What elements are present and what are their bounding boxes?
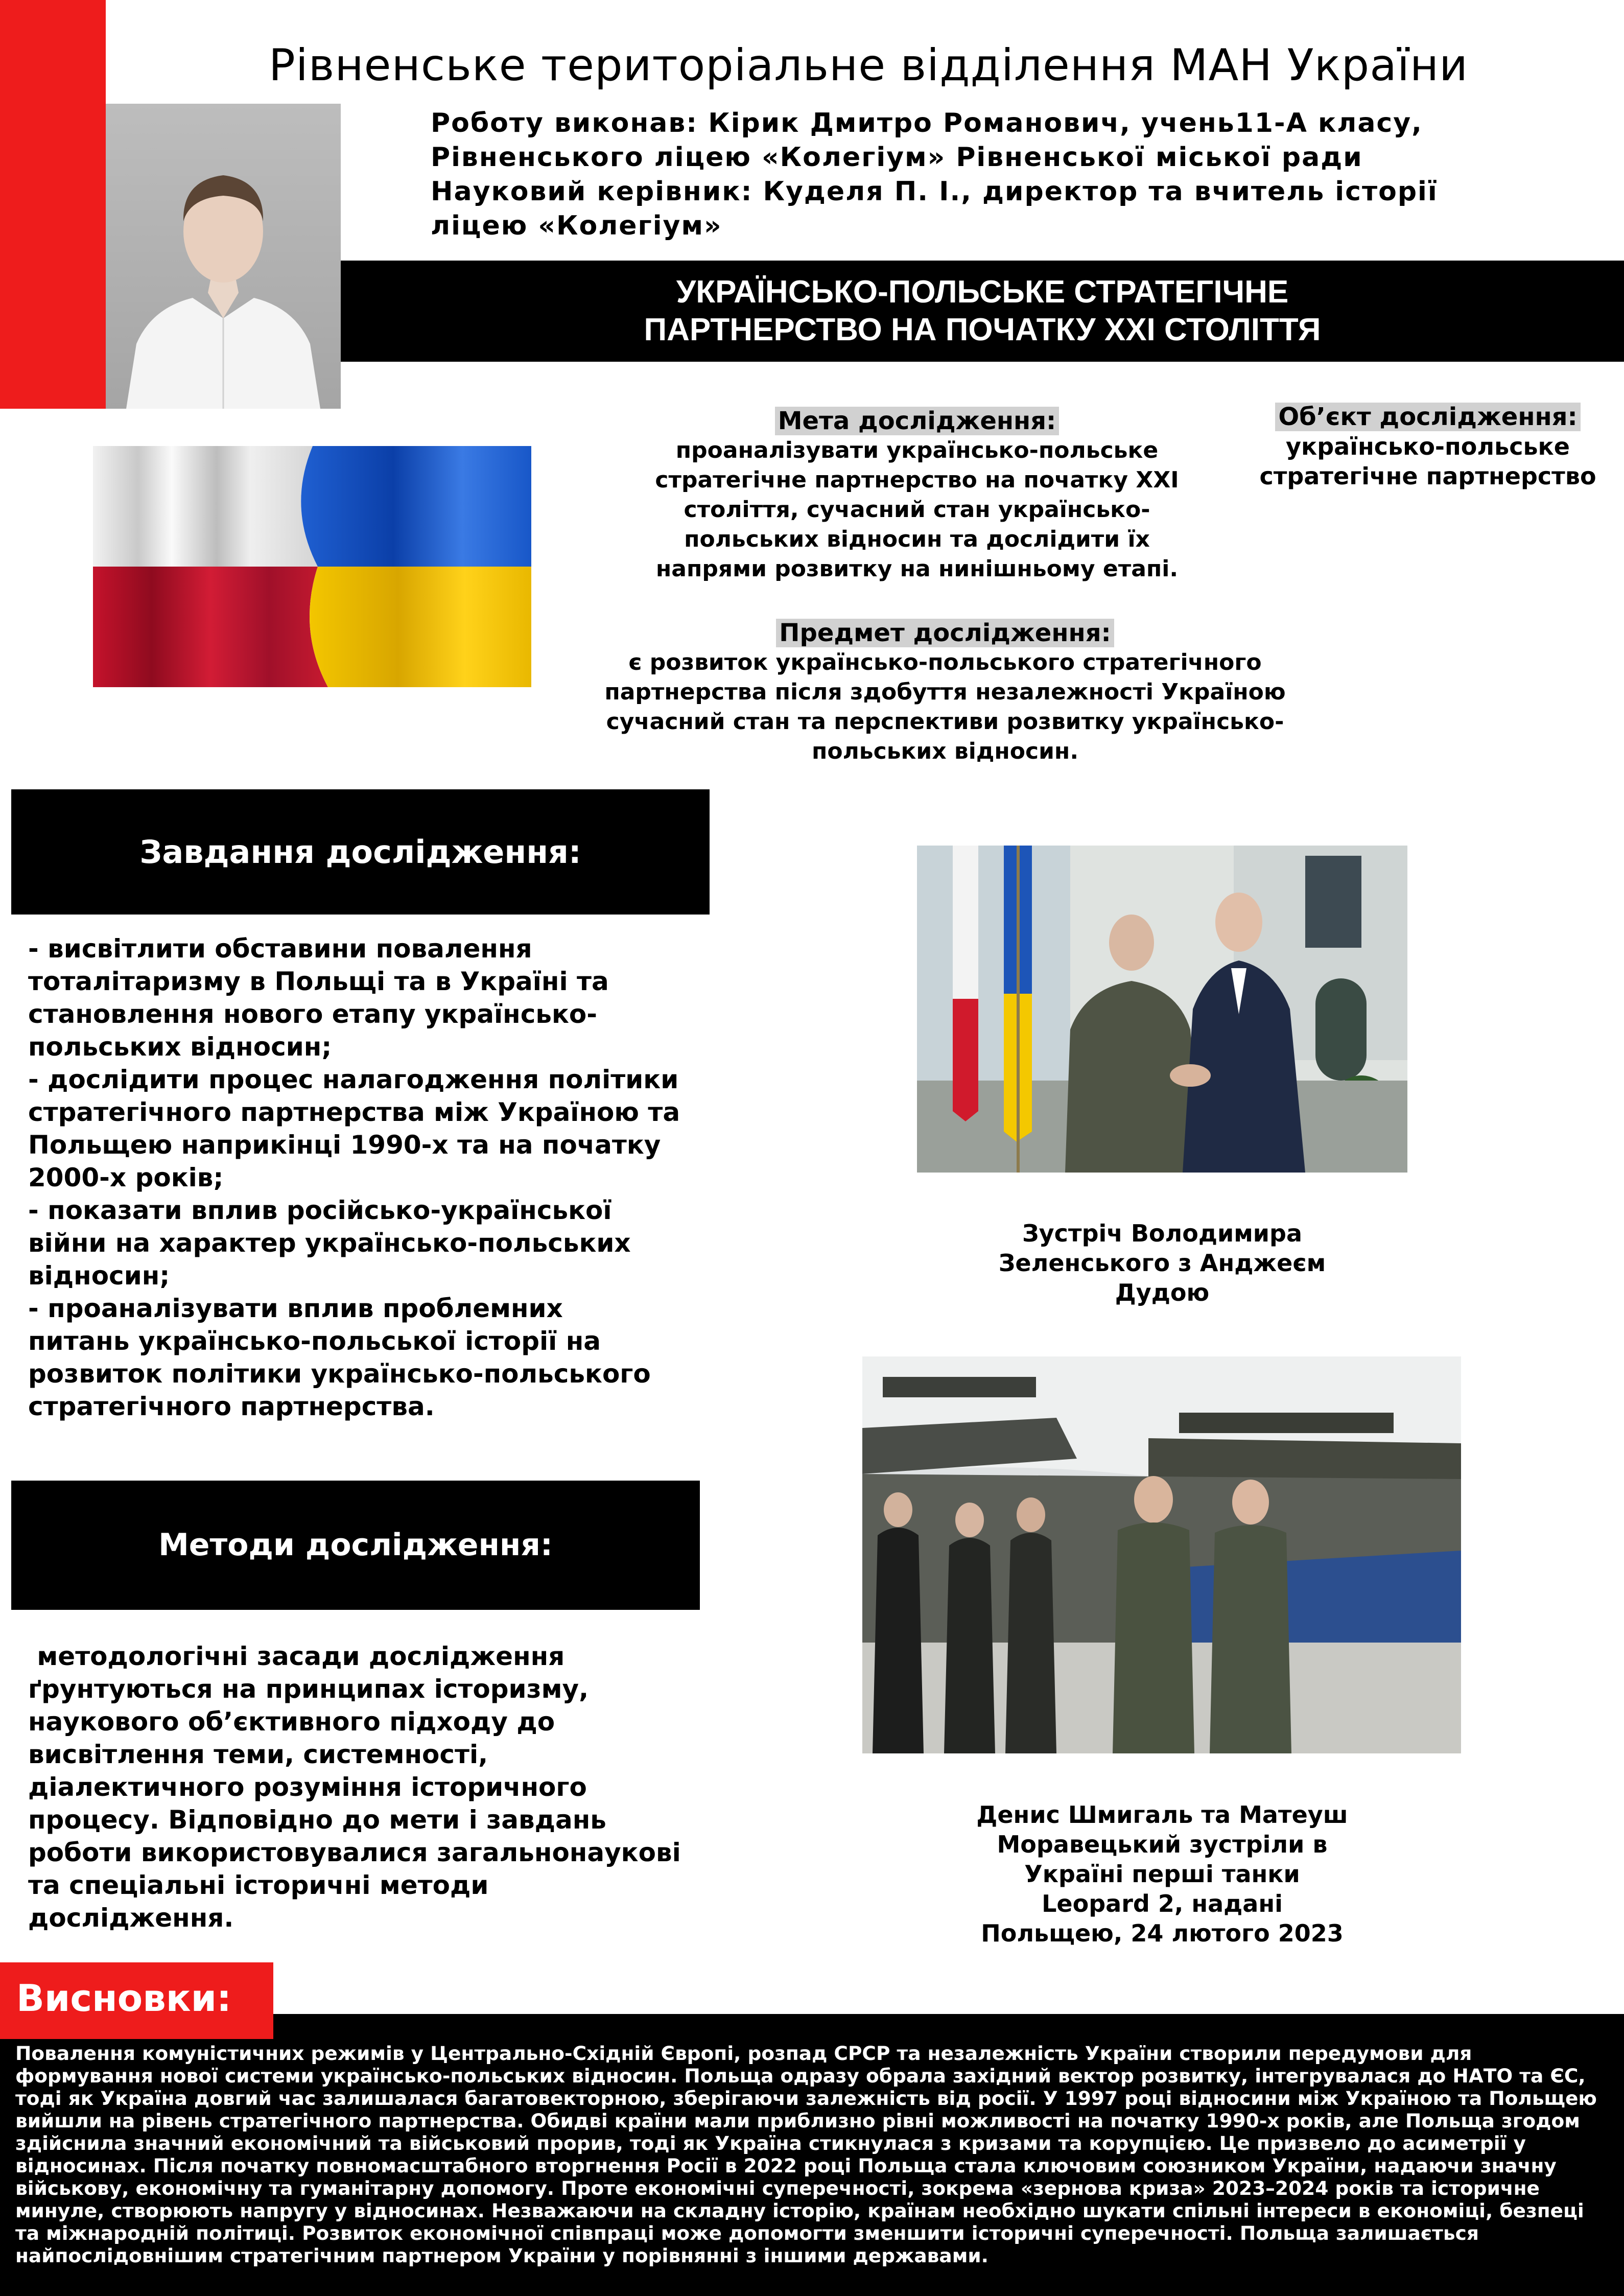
conclusion-line: минуле, створюють напругу у відносинах. Незважаючи на складну історію, країнам необхідно шукати спільні інтереси в економіці, безпеці — [15, 2199, 1584, 2222]
photo2-caption — [950, 1800, 1374, 1948]
conclusion-line: здійснила значний економічний та військовий прорив, тоді як Україна стикнулася з кризами та корупцією. Це призвело до асиметрії у — [15, 2132, 1526, 2154]
poster-title-line: ПАРТНЕРСТВО НА ПОЧАТКУ XXI СТОЛІТТЯ — [644, 312, 1321, 347]
photo1-caption — [950, 1219, 1374, 1307]
caption-line: Зустріч Володимира — [1022, 1220, 1303, 1247]
research-goal-label: Мета дослідження: — [775, 407, 1059, 435]
methods-line: наукового об’єктивного підходу до — [28, 1707, 555, 1737]
task-line: відносин; — [28, 1261, 170, 1291]
task-line: війни на характер українсько-польських — [28, 1228, 631, 1258]
supervisor-line: Науковий керівник: Куделя П. І., директор та вчитель історії — [431, 176, 1438, 207]
caption-line: Зеленського з Анджеєм — [998, 1249, 1326, 1277]
poland-ukraine-flag-image — [93, 446, 531, 687]
research-subject-line: польських відносин. — [811, 738, 1079, 764]
tasks-list — [28, 932, 723, 1423]
research-subject-line: партнерства після здобуття незалежності Україною — [604, 679, 1286, 705]
methods-line: ґрунтуються на принципах історизму, — [28, 1674, 589, 1704]
conclusions-heading: Висновки: — [0, 1962, 273, 2039]
task-line: - проаналізувати вплив проблемних — [28, 1294, 563, 1323]
research-subject-label: Предмет дослідження: — [776, 619, 1114, 647]
task-line: тоталітаризму в Польщі та в Україні та — [28, 967, 609, 996]
methods-line: роботи використовувалися загальнонаукові — [28, 1838, 681, 1867]
conclusion-line: формування нової системи українсько-польських відносин. Польща одразу обрала західний вектор розвитку, інтегрувалася до НАТО та ЄС, — [15, 2065, 1586, 2087]
research-object-line: стратегічне партнерство — [1259, 462, 1596, 490]
research-subject-line: є розвиток українсько-польського стратегічного — [628, 649, 1262, 675]
methods-line: висвітлення теми, системності, — [28, 1740, 488, 1769]
research-subject-line: сучасний стан та перспективи розвитку українсько- — [606, 709, 1284, 735]
task-line: польських відносин; — [28, 1032, 332, 1062]
caption-line: Дудою — [1115, 1279, 1210, 1306]
conclusion-line: вийшли на рівень стратегічного партнерства. Обидві країни мали приблизно рівні можливості на початку 1990-х років, але Польща згодом — [15, 2110, 1580, 2132]
author-line: Рівненського ліцею «Колегіум» Рівненської міської ради — [431, 142, 1363, 173]
task-line: становлення нового етапу українсько- — [28, 999, 598, 1029]
task-line: - висвітлити обставини повалення — [28, 934, 532, 964]
research-goal — [603, 406, 1231, 584]
methods-line: дослідження. — [28, 1903, 234, 1933]
caption-line: Денис Шмигаль та Матеуш — [976, 1801, 1348, 1829]
research-goal-line: польських відносин та дослідити їх — [684, 526, 1150, 552]
research-goal-line: стратегічне партнерство на початку XXI — [655, 467, 1179, 493]
methods-text — [28, 1640, 733, 1934]
research-goal-line: проаналізувати українсько-польське — [675, 437, 1159, 463]
conclusion-line: відносинах. Після початку повномасштабного вторгнення Росії в 2022 році Польща стала ключовим союзником України, надаючи значну — [15, 2154, 1557, 2177]
research-object-line: українсько-польське — [1286, 433, 1570, 460]
research-subject — [572, 618, 1318, 766]
conclusion-line: та міжнародній політиці. Розвиток економічної співпраці може допомогти зменшити історичні суперечності. Польща залишається — [15, 2222, 1479, 2244]
conclusion-line: найпослідовнішим стратегічним партнером України у порівнянні з іншими державами. — [15, 2244, 988, 2267]
task-line: - дослідити процес налагодження політики — [28, 1065, 679, 1094]
task-line: Польщею наприкінці 1990-х та на початку — [28, 1130, 661, 1160]
conclusions-box — [0, 2014, 1624, 2296]
conclusion-line: військову, економічну та гуманітарну допомогу. Проте економічні суперечності, зокрема «зернова криза» 2023–2024 років та історичне — [15, 2177, 1540, 2199]
leopard-tanks-photo — [862, 1356, 1461, 1753]
task-line: питань українсько-польської історії на — [28, 1326, 601, 1356]
methods-line: діалектичного розуміння історичного — [28, 1772, 587, 1802]
caption-line: Моравецький зустріли в — [997, 1831, 1328, 1858]
task-line: розвиток політики українсько-польського — [28, 1359, 651, 1389]
task-line: стратегічного партнерства. — [28, 1392, 435, 1421]
methods-line: процесу. Відповідно до мети і завдань — [28, 1805, 606, 1835]
methods-heading: Методи дослідження: — [11, 1481, 700, 1610]
research-object — [1241, 402, 1614, 491]
methods-line: методологічні засади дослідження — [28, 1642, 565, 1671]
caption-line: Україні перші танки — [1024, 1860, 1300, 1888]
author-info — [431, 106, 1606, 243]
supervisor-line: ліцею «Колегіум» — [431, 210, 722, 241]
institution-title: Рівненське територіальне відділення МАН України — [269, 40, 1468, 91]
conclusion-line: тоді як Україна довгий час залишалася багатовекторною, зберігаючи залежність від росії. У 1997 році відносини між Україною та Польщею — [15, 2087, 1597, 2110]
author-line: Роботу виконав: Кірик Дмитро Романович, учень11-А класу, — [431, 108, 1423, 138]
poster-title-line: УКРАЇНСЬКО-ПОЛЬСЬКЕ СТРАТЕГІЧНЕ — [676, 274, 1289, 310]
poster-title-band — [341, 261, 1624, 362]
task-line: 2000-х років; — [28, 1163, 224, 1192]
caption-line: Leopard 2, надані — [1042, 1890, 1283, 1917]
task-line: стратегічного партнерства між Україною та — [28, 1097, 680, 1127]
methods-line: та спеціальні історичні методи — [28, 1870, 489, 1900]
conclusion-line: Повалення комуністичних режимів у Центрально-Східній Європі, розпад СРСР та незалежність України створили передумови для — [15, 2042, 1472, 2065]
research-object-label: Об’єкт дослідження: — [1275, 403, 1580, 431]
tasks-heading: Завдання дослідження: — [11, 789, 710, 915]
red-accent-strip — [0, 0, 106, 409]
zelensky-duda-meeting-photo — [917, 846, 1407, 1173]
research-goal-line: напрями розвитку на нинішньому етапі. — [655, 556, 1179, 582]
caption-line: Польщею, 24 лютого 2023 — [981, 1919, 1344, 1947]
research-goal-line: століття, сучасний стан українсько- — [684, 497, 1150, 523]
task-line: - показати вплив російсько-української — [28, 1196, 612, 1225]
author-portrait — [106, 104, 341, 409]
